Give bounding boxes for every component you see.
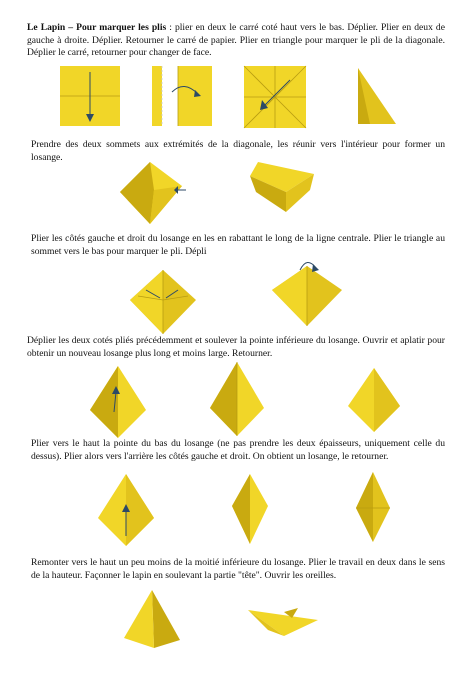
- photo-square-fold-down: [60, 66, 120, 126]
- photo-square-diagonals: [244, 66, 306, 128]
- photo-diamond-base: [250, 162, 316, 214]
- photo-gathering-corners: [120, 162, 192, 226]
- photo-petal-fold-open: [90, 366, 146, 438]
- photo-square-fold-left-right: [152, 66, 212, 126]
- photo-kite-folds: [130, 270, 196, 334]
- photo-triangle: [356, 68, 398, 126]
- photo-narrow-diamond: [232, 474, 268, 544]
- photo-narrow-diamond-turned: [356, 472, 390, 542]
- photo-kite-top-fold: [272, 254, 342, 326]
- photo-fold-bottom-up: [98, 474, 154, 546]
- photo-rabbit: [248, 608, 318, 636]
- step-2-text: Prendre des deux sommets aux extrémités de la diagonale, les réunir vers l'intérieur pour former un losange.: [31, 139, 445, 163]
- step-5-text: Plier vers le haut la pointe du bas du losange (ne pas prendre les deux épaisseurs, uniquement celle du dessus). Plier alors vers l'arrière les côtés gauche et droit. On obtient un losange, le retourner.: [31, 438, 445, 462]
- photo-long-diamond: [210, 362, 264, 436]
- photo-long-diamond-flipped: [348, 368, 400, 432]
- intro-heading: Le Lapin – Pour marquer les plis: [27, 22, 167, 33]
- step-3-text: Plier les côtés gauche et droit du losange en les en rabattant le long de la ligne centrale. Plier le triangle au sommet vers le bas pour marquer le pli. Dépli: [31, 233, 445, 257]
- step-6-text: Remonter vers le haut un peu moins de la moitié inférieure du losange. Plier le travail en deux dans le sens de la hauteur. Façonner le lapin en soulevant la partie "tête". Ouvrir les oreilles.: [31, 557, 445, 581]
- step-4-text: Déplier les deux cotés pliés précédemment et soulever la pointe inférieure du losange. Ouvrir et aplatir pour obtenir un nouveau losange plus long et moins large. Retourner.: [27, 335, 445, 359]
- intro-text: : plier en deux le carré coté haut vers le bas. Déplier. Plier en deux de gauche à droite. Déplier. Retourner le carré de papier. Plier en triangle pour marquer le pli de la diagonale. Déplier le carré, retourner pour changer de face.: [27, 22, 445, 59]
- photo-pyramid: [124, 590, 180, 648]
- intro-paragraph: [27, 22, 445, 60]
